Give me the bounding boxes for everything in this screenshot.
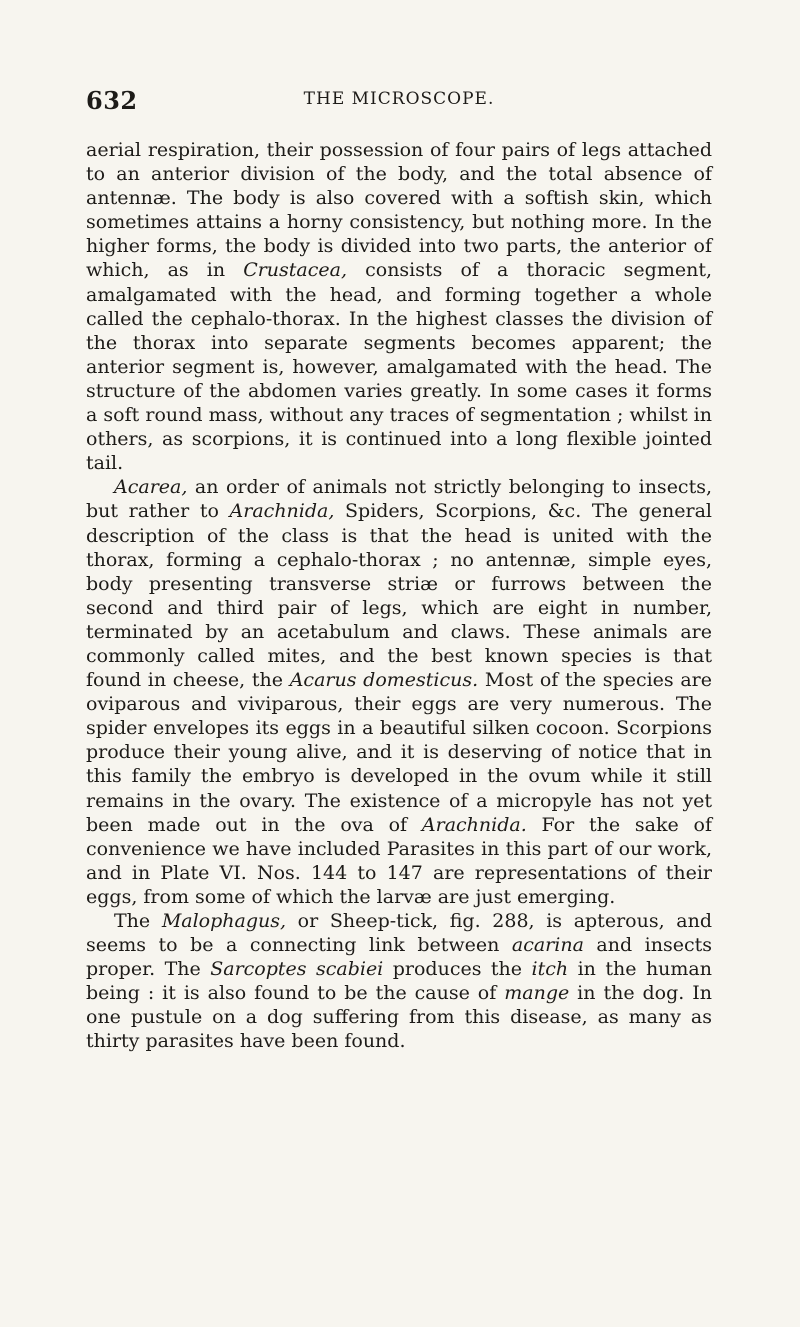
page-body (86, 138, 712, 1054)
taxon-name: acarina (511, 934, 584, 957)
text-run: For the sake of convenience we have included Parasites in this part of our work, and in Plate VI. Nos. 144 to 147 are representations of their eggs, from some of which the larvæ are just emerging. (86, 813, 712, 908)
text-run: Spiders, Scorpions, &c. The general description of the class is that the head is united with the thorax, forming a cephalo-thorax ; no antennæ, simple eyes, body presenting transverse striæ or furrows between the second and third pair of legs, which are eight in number, terminated by an acetabulum and claws. These animals are commonly called mites, and the best known species is that found in cheese, the (86, 500, 712, 692)
running-title: THE MICROSCOPE. (303, 89, 495, 109)
page-number: 632 (86, 86, 138, 115)
paragraph-1 (86, 138, 712, 475)
page-header (86, 86, 712, 116)
text-run: The (114, 910, 162, 932)
text-run: or Sheep-tick, fig. 288, is apterous, and seems to be a connecting link between (86, 910, 712, 957)
taxon-name: Arachnida, (229, 500, 335, 523)
taxon-name: Arachnida. (421, 813, 527, 836)
text-run: Most of the species are oviparous and viviparous, their eggs are very numerous. The spider envelopes its eggs in a beautiful silken cocoon. Scorpions produce their young alive, and it is deserving of notice that in this family the embryo is developed in the ovum while it still remains in the ovary. The existence of a micropyle has not yet been made out in the ova of (86, 669, 712, 836)
text-run: and insects proper. The (86, 934, 712, 981)
text-run: in the human being : it is also found to be the cause of (86, 958, 712, 1005)
text-run: aerial respiration, their possession of four pairs of legs attached to an anterior division of the body, and the total absence of antennæ. The body is also covered with a softish skin, which sometimes attains a horny consistency, but nothing more. In the higher forms, the body is divided into two parts, the anterior of which, as in (86, 139, 712, 282)
taxon-name: Crustacea, (243, 259, 348, 282)
taxon-name: Sarcoptes scabiei (210, 958, 384, 981)
emphasis: mange (504, 982, 570, 1005)
emphasis: itch (531, 958, 569, 981)
taxon-name: Acarus domesticus. (289, 669, 479, 692)
text-run: consists of a thoracic segment, amalgamated with the head, and forming together a whole called the cephalo-thorax. In the highest classes the division of the thorax into separate segments becomes apparent; the anterior segment is, however, amalgamated with the head. The structure of the abdomen varies greatly. In some cases it forms a soft round mass, without any traces of segmentation ; whilst in others, as scorpions, it is continued into a long flexible jointed tail. (86, 259, 712, 475)
text-run: produces the (383, 958, 532, 981)
paragraph-3 (86, 909, 712, 1054)
text-run: in the dog. In one pustule on a dog suffering from this disease, as many as thirty parasites have been found. (86, 982, 713, 1053)
text-run: an order of animals not strictly belonging to insects, but rather to (86, 476, 712, 523)
taxon-name: Acarea, (114, 476, 188, 499)
taxon-name: Malophagus, (161, 910, 287, 932)
paragraph-2 (86, 475, 712, 909)
